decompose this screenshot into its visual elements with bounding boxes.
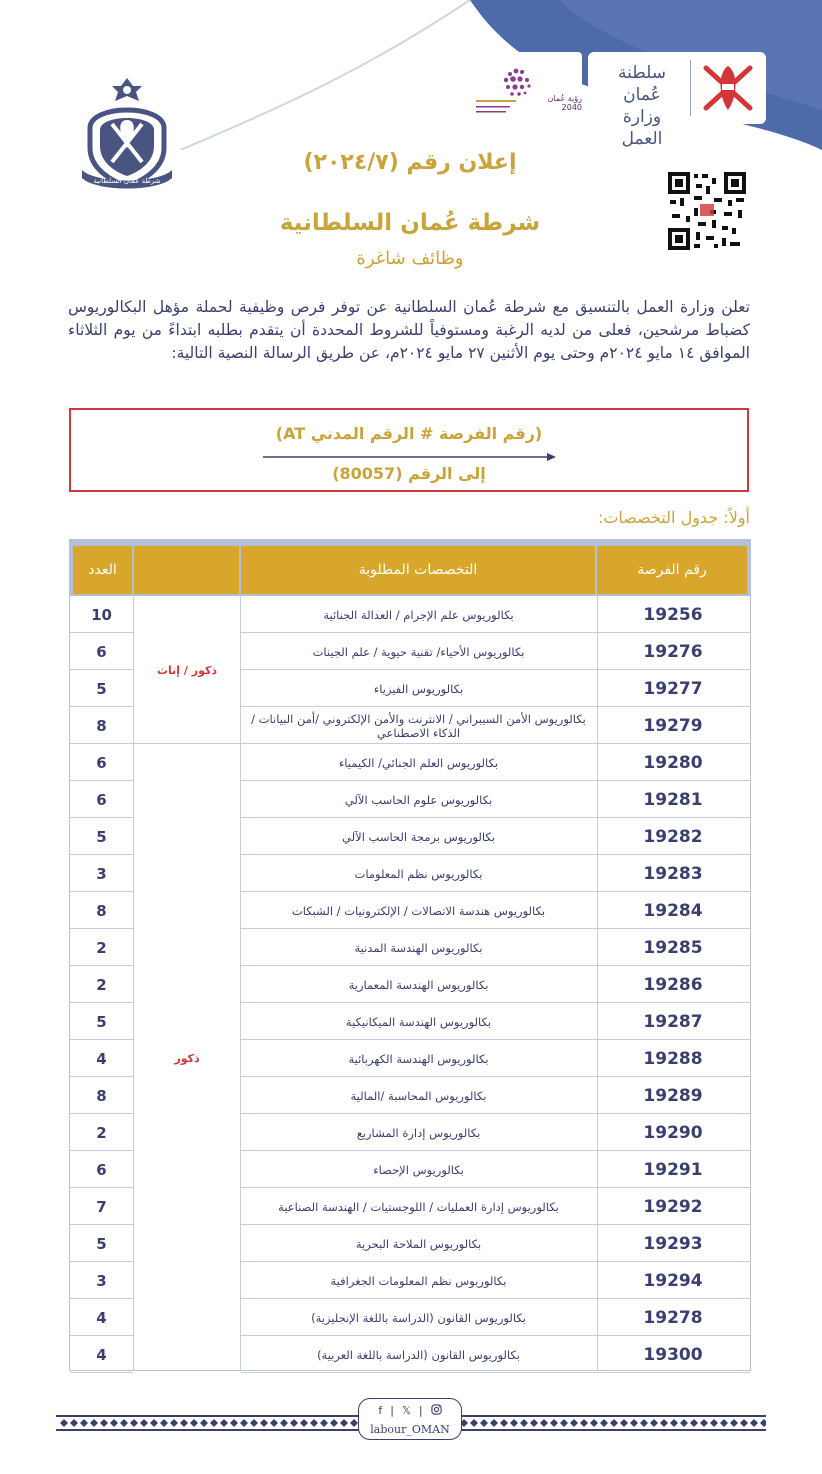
opportunity-id-cell: 19278	[643, 1307, 703, 1328]
specialization-cell: بكالوريوس برمجة الحاسب الآلي	[342, 829, 495, 844]
opportunity-id-cell: 19285	[643, 937, 703, 958]
footer-diamond	[710, 1419, 718, 1427]
opportunity-id-cell: 19284	[643, 900, 703, 921]
count-cell: 4	[96, 1049, 107, 1068]
intro-paragraph: تعلن وزارة العمل بالتنسيق مع شرطة عُمان السلطانية عن توفر فرص وظيفية لحملة مؤهل البكالوريوس كضباط مرشحين، فعلى من لديه الرغبة ومستوفياً للشروط المحددة أن يتقدم بطلبه ابتداءً من يوم الثلاثاء الموافق ١٤ مايو ٢٠٢٤م وحتى يوم الأثنين ٢٧ مايو ٢٠٢٤م، عن طريق الرسالة النصية التالية:	[68, 298, 750, 362]
footer-diamond	[510, 1419, 518, 1427]
opportunity-id-cell: 19287	[643, 1011, 703, 1032]
police-emblem-label: شرطة عمان السلطانية	[93, 177, 161, 185]
opportunity-id-cell: 19288	[643, 1048, 703, 1069]
oman-vision-logo	[468, 52, 582, 124]
opportunity-id-cell: 19256	[643, 604, 703, 625]
count-cell: 6	[96, 1160, 107, 1179]
footer-diamond	[660, 1419, 668, 1427]
opportunity-id-cell: 19300	[643, 1344, 703, 1365]
specialization-cell: بكالوريوس الهندسة الميكانيكية	[345, 1014, 492, 1029]
count-cell: 8	[96, 1086, 107, 1105]
count-cell: 5	[96, 1234, 107, 1253]
ministry-country: سلطنة عُمان	[617, 63, 667, 105]
opportunity-id-cell: 19293	[643, 1233, 703, 1254]
footer-diamond	[90, 1419, 98, 1427]
footer-diamond	[120, 1419, 128, 1427]
opportunity-id-cell: 19282	[643, 826, 703, 847]
footer-diamond	[250, 1419, 258, 1427]
footer-diamond	[150, 1419, 158, 1427]
footer-diamond	[570, 1419, 578, 1427]
footer-diamond	[690, 1419, 698, 1427]
announcement-subtitle: وظائف شاغرة	[356, 248, 464, 269]
footer-diamond	[730, 1419, 738, 1427]
specialization-cell: بكالوريوس العلم الجنائي/ الكيمياء	[338, 755, 499, 770]
footer-diamond	[210, 1419, 218, 1427]
footer-diamond	[560, 1419, 568, 1427]
specialization-cell: بكالوريوس الإحصاء	[373, 1162, 464, 1177]
footer-diamond	[240, 1419, 248, 1427]
footer-diamond	[300, 1419, 308, 1427]
footer-diamond	[290, 1419, 298, 1427]
sms-message-format: (رقم الفرصة # الرقم المدني AT)	[275, 424, 543, 443]
footer-diamond	[600, 1419, 608, 1427]
footer-diamond	[340, 1419, 348, 1427]
opportunity-id-cell: 19279	[643, 715, 703, 736]
footer-diamond	[280, 1419, 288, 1427]
count-cell: 2	[96, 938, 107, 957]
count-cell: 6	[96, 753, 107, 772]
royal-oman-police-logo	[76, 74, 178, 192]
specialization-cell: بكالوريوس القانون (الدراسة باللغة العربية)	[317, 1347, 520, 1362]
footer-diamond	[320, 1419, 328, 1427]
footer-diamond	[740, 1419, 748, 1427]
vision-2040-text: رؤية عُمان 2040	[547, 94, 582, 112]
count-cell: 4	[96, 1345, 107, 1364]
footer-diamond	[160, 1419, 168, 1427]
footer-diamond	[140, 1419, 148, 1427]
count-cell: 5	[96, 827, 107, 846]
footer-diamond	[60, 1419, 68, 1427]
instagram-icon[interactable]	[431, 1404, 442, 1418]
announcement-number: إعلان رقم (٢٠٢٤/٧)	[303, 150, 517, 175]
footer-diamond	[650, 1419, 658, 1427]
specialization-cell: بكالوريوس الملاحة البحرية	[355, 1236, 482, 1251]
qr-code[interactable]	[666, 170, 748, 252]
footer-diamond	[490, 1419, 498, 1427]
footer-diamond	[70, 1419, 78, 1427]
specialization-cell: بكالوريوس الأحياء/ تقنية حيوية / علم الجينات	[312, 644, 525, 659]
specialization-cell: بكالوريوس الأمن السيبراني / الانترنت والأمن الإلكتروني /أمن البيانات / الذكاء الاصطناعي	[251, 711, 586, 740]
footer-diamond	[630, 1419, 638, 1427]
count-cell: 5	[96, 1012, 107, 1031]
icon-separator: |	[418, 1404, 423, 1417]
row-divider	[241, 1372, 750, 1373]
social-icons-row	[359, 1404, 461, 1418]
footer-diamond	[200, 1419, 208, 1427]
specialization-cell: بكالوريوس علوم الحاسب الآلي	[344, 792, 493, 807]
opportunity-id-cell: 19286	[643, 974, 703, 995]
oman-national-emblem-icon	[698, 58, 758, 118]
specialization-cell: بكالوريوس هندسة الاتصالات / الإلكترونيات / الشبكات	[291, 903, 546, 918]
specializations-table	[69, 539, 751, 1371]
header-count: العدد	[73, 546, 132, 594]
count-cell: 3	[96, 864, 107, 883]
gender-group-cell: ذكور / إناث	[156, 663, 218, 677]
icon-separator: |	[390, 1404, 394, 1417]
arrow-right-icon	[263, 452, 557, 462]
specialization-cell: بكالوريوس الهندسة المدنية	[354, 940, 483, 955]
footer-diamond	[480, 1419, 488, 1427]
facebook-icon[interactable]: f	[378, 1404, 383, 1417]
social-handle: labour_OMAN	[370, 1423, 450, 1436]
ministry-title: وزارة العمل	[621, 107, 663, 149]
footer-diamond	[670, 1419, 678, 1427]
footer-diamond	[540, 1419, 548, 1427]
footer-diamond	[520, 1419, 528, 1427]
specialization-cell: بكالوريوس المحاسبة /المالية	[350, 1088, 487, 1103]
opportunity-id-cell: 19280	[643, 752, 703, 773]
specialization-cell: بكالوريوس القانون (الدراسة باللغة الإنجليزية)	[311, 1310, 526, 1325]
footer-diamond	[270, 1419, 278, 1427]
count-cell: 8	[96, 901, 107, 920]
footer-diamond	[610, 1419, 618, 1427]
header-opportunity-id: رقم الفرصة	[597, 546, 747, 594]
specialization-cell: بكالوريوس الهندسة المعمارية	[348, 977, 489, 992]
count-cell: 6	[96, 790, 107, 809]
logo-divider	[690, 60, 691, 116]
ministry-of-labour-logo	[588, 52, 766, 149]
specialization-cell: بكالوريوس علم الإجرام / العدالة الجنائية	[323, 607, 514, 622]
footer-diamond	[620, 1419, 628, 1427]
footer-diamond	[330, 1419, 338, 1427]
count-cell: 10	[91, 605, 112, 624]
count-cell: 6	[96, 642, 107, 661]
footer-diamond	[590, 1419, 598, 1427]
footer-diamond	[640, 1419, 648, 1427]
count-cell: 2	[96, 975, 107, 994]
opportunity-id-cell: 19281	[643, 789, 703, 810]
footer-diamond	[190, 1419, 198, 1427]
opportunity-id-cell: 19277	[643, 678, 703, 699]
organization-name: شرطة عُمان السلطانية	[279, 210, 541, 236]
footer-diamond	[260, 1419, 268, 1427]
footer-diamond	[310, 1419, 318, 1427]
footer-diamond	[80, 1419, 88, 1427]
table-header	[70, 540, 750, 596]
specialization-cell: بكالوريوس إدارة العمليات / اللوجستيات / الهندسة الصناعية	[278, 1199, 559, 1214]
count-cell: 8	[96, 716, 107, 735]
specialization-cell: بكالوريوس الهندسة الكهربائية	[348, 1051, 489, 1066]
footer-diamond	[230, 1419, 238, 1427]
header-specialization: التخصصات المطلوبة	[241, 546, 595, 594]
gender-group-cell: ذكور	[174, 1052, 200, 1065]
opportunity-id-cell: 19276	[643, 641, 703, 662]
footer-diamond	[750, 1419, 758, 1427]
specialization-cell: بكالوريوس نظم المعلومات الجغرافية	[330, 1273, 507, 1288]
social-media-badge[interactable]	[358, 1398, 462, 1440]
footer-diamond	[580, 1419, 588, 1427]
opportunity-id-cell: 19294	[643, 1270, 703, 1291]
opportunity-id-cell: 19290	[643, 1122, 703, 1143]
count-cell: 7	[96, 1197, 107, 1216]
footer-diamond	[170, 1419, 178, 1427]
specialization-cell: بكالوريوس الفيزياء	[373, 681, 464, 696]
footer-diamond	[350, 1419, 358, 1427]
sms-instruction-box	[69, 408, 749, 492]
opportunity-id-cell: 19292	[643, 1196, 703, 1217]
footer-diamond	[550, 1419, 558, 1427]
count-cell: 4	[96, 1308, 107, 1327]
row-divider	[70, 1372, 133, 1373]
footer-diamond	[700, 1419, 708, 1427]
section-label-specializations: أولاً: جدول التخصصات:	[597, 508, 750, 527]
footer-diamond	[180, 1419, 188, 1427]
x-icon[interactable]: 𝕏	[402, 1404, 411, 1417]
count-cell: 5	[96, 679, 107, 698]
count-cell: 2	[96, 1123, 107, 1142]
opportunity-id-cell: 19291	[643, 1159, 703, 1180]
footer-diamond	[130, 1419, 138, 1427]
footer-diamond	[110, 1419, 118, 1427]
ministry-name	[600, 62, 684, 150]
footer-diamond	[500, 1419, 508, 1427]
footer-diamond	[220, 1419, 228, 1427]
header-gender	[134, 546, 239, 594]
footer-diamond	[530, 1419, 538, 1427]
specialization-cell: بكالوريوس نظم المعلومات	[354, 866, 483, 881]
footer-diamond	[680, 1419, 688, 1427]
opportunity-id-cell: 19283	[643, 863, 703, 884]
footer-diamond	[720, 1419, 728, 1427]
specialization-cell: بكالوريوس إدارة المشاريع	[356, 1125, 481, 1140]
count-cell: 3	[96, 1271, 107, 1290]
sms-destination-number: إلى الرقم (80057)	[332, 464, 486, 483]
footer-diamond	[470, 1419, 478, 1427]
footer-diamond	[760, 1419, 766, 1427]
footer-diamond	[100, 1419, 108, 1427]
opportunity-id-cell: 19289	[643, 1085, 703, 1106]
